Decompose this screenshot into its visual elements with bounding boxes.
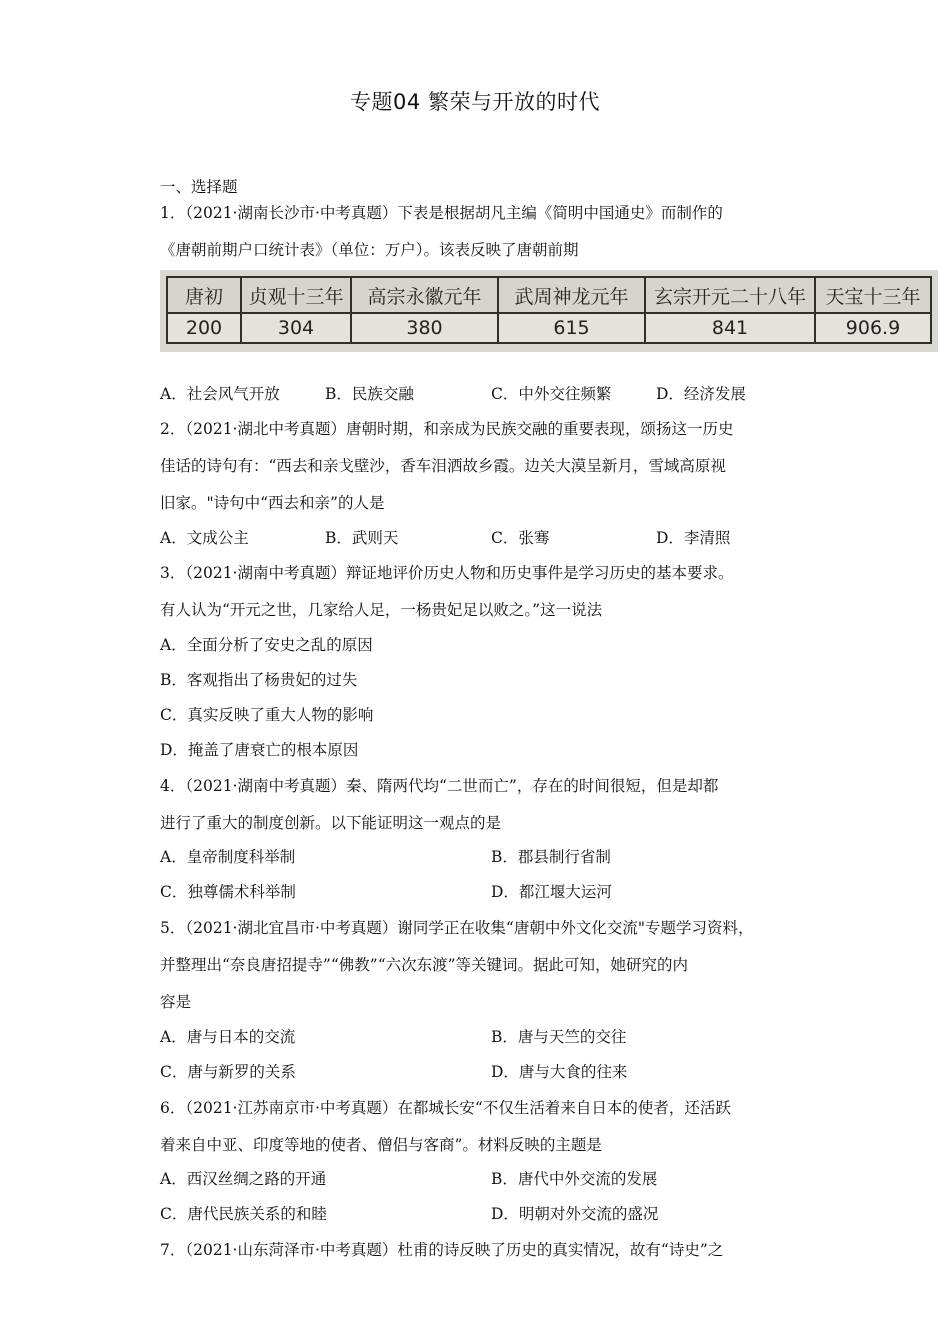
table-header-cell: 玄宗开元二十八年	[645, 277, 815, 313]
q6-option-a: A．西汉丝绸之路的开通	[160, 1170, 327, 1188]
page-title: 专题04 繁荣与开放的时代	[350, 90, 600, 114]
table-row	[167, 313, 931, 343]
table-cell: 615	[498, 313, 645, 343]
table-header-cell: 武周神龙元年	[498, 277, 645, 313]
q6-stem-line1: 6．（2021·江苏南京市·中考真题）在都城长安“不仅生活着来自日本的使者，还活跃	[160, 1099, 731, 1117]
table-cell: 380	[351, 313, 498, 343]
q4-option-d: D．都江堰大运河	[491, 883, 612, 901]
q1-option-b: B．民族交融	[325, 385, 414, 403]
q2-option-d: D．李清照	[656, 529, 731, 547]
table-header-cell: 天宝十三年	[815, 277, 931, 313]
q6-option-c: C．唐代民族关系的和睦	[160, 1205, 327, 1223]
table-header-row	[167, 277, 931, 313]
q1-option-d: D．经济发展	[656, 385, 746, 403]
q3-stem-line2: 有人认为“开元之世，几家给人足，一杨贵妃足以败之。”这一说法	[160, 601, 603, 619]
q6-option-b: B．唐代中外交流的发展	[491, 1170, 658, 1188]
q1-option-c: C．中外交往频繁	[491, 385, 612, 403]
q5-option-b: B．唐与天竺的交往	[491, 1028, 627, 1046]
q4-option-a: A．皇帝制度科举制	[160, 848, 296, 866]
q2-option-a: A．文成公主	[160, 529, 249, 547]
q2-stem-line1: 2．（2021·湖北中考真题）唐朝时期，和亲成为民族交融的重要表现，颂扬这一历史	[160, 420, 734, 438]
q3-option-a: A．全面分析了安史之乱的原因	[160, 636, 373, 654]
q4-stem-line2: 进行了重大的制度创新。以下能证明这一观点的是	[160, 814, 502, 832]
table-cell: 304	[241, 313, 351, 343]
q5-option-a: A．唐与日本的交流	[160, 1028, 296, 1046]
q4-option-c: C．独尊儒术科举制	[160, 883, 296, 901]
q5-option-c: C．唐与新罗的关系	[160, 1063, 296, 1081]
table-header-cell: 贞观十三年	[241, 277, 351, 313]
q2-stem-line2: 佳话的诗句有：“西去和亲戈壁沙，香车泪洒故乡霞。边关大漠呈新月，雪域高原视	[160, 457, 726, 475]
q1-stem-line2: 《唐朝前期户口统计表》（单位：万户）。该表反映了唐朝前期	[160, 241, 579, 259]
q7-stem-line1: 7．（2021·山东菏泽市·中考真题）杜甫的诗反映了历史的真实情况，故有“诗史”之	[160, 1241, 724, 1259]
q4-stem-line1: 4．（2021·湖南中考真题）秦、隋两代均“二世而亡”，存在的时间很短，但是却都	[160, 777, 719, 795]
q4-option-b: B．郡县制行省制	[491, 848, 611, 866]
q2-option-c: C．张骞	[491, 529, 550, 547]
table-header-cell: 唐初	[167, 277, 241, 313]
q2-option-b: B．武则天	[325, 529, 399, 547]
q5-stem-line2: 并整理出“奈良唐招提寺”“佛教”“六次东渡”等关键词。据此可知，她研究的内	[160, 956, 689, 974]
table-cell: 906.9	[815, 313, 931, 343]
table-cell: 200	[167, 313, 241, 343]
q2-stem-line3: 旧家。"诗句中“西去和亲”的人是	[160, 494, 385, 512]
q1-option-a: A．社会风气开放	[160, 385, 280, 403]
table-cell: 841	[645, 313, 815, 343]
q6-stem-line2: 着来自中亚、印度等地的使者、僧侣与客商”。材料反映的主题是	[160, 1136, 602, 1154]
q6-option-d: D．明朝对外交流的盛况	[491, 1205, 659, 1223]
q1-table-photo	[160, 270, 938, 352]
q3-stem-line1: 3．（2021·湖南中考真题）辩证地评价历史人物和历史事件是学习历史的基本要求。	[160, 564, 734, 582]
q1-household-table	[166, 276, 932, 344]
q5-stem-line1: 5．（2021·湖北宜昌市·中考真题）谢同学正在收集“唐朝中外文化交流"专题学习资料，	[160, 919, 754, 937]
section-heading: 一、选择题	[160, 178, 238, 196]
q3-option-d: D．掩盖了唐衰亡的根本原因	[160, 741, 359, 759]
q3-option-c: C．真实反映了重大人物的影响	[160, 706, 374, 724]
q5-option-d: D．唐与大食的往来	[491, 1063, 628, 1081]
table-header-cell: 高宗永徽元年	[351, 277, 498, 313]
q3-option-b: B．客观指出了杨贵妃的过失	[160, 671, 358, 689]
q5-stem-line3: 容是	[160, 993, 192, 1011]
q1-stem-line1: 1．（2021·湖南长沙市·中考真题）下表是根据胡凡主编《简明中国通史》而制作的	[160, 204, 723, 222]
